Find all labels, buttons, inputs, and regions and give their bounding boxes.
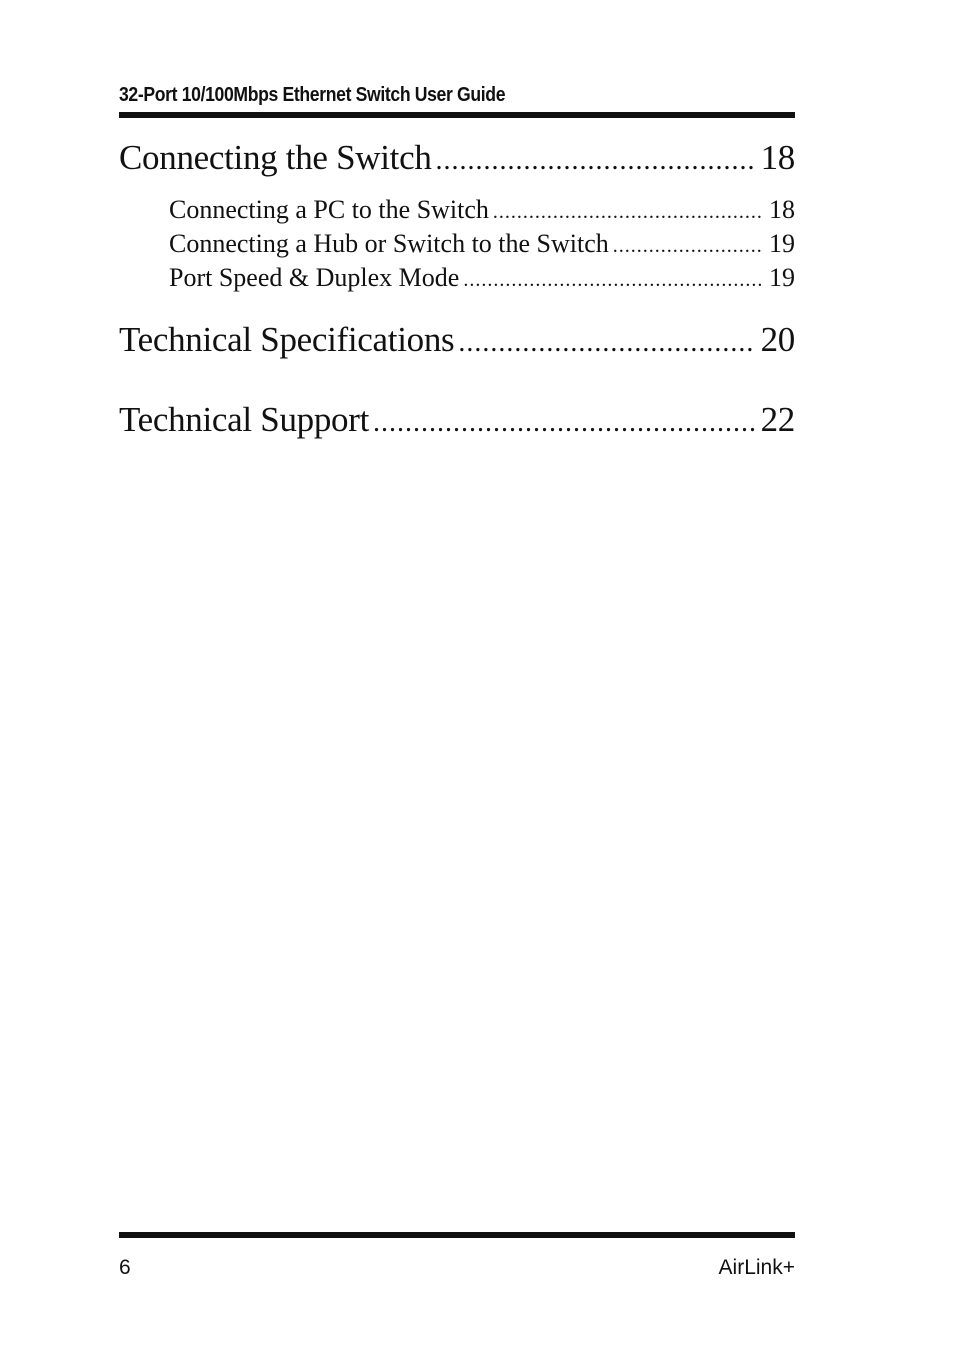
toc-leader-dots	[463, 269, 763, 292]
toc-entry-label: Connecting a Hub or Switch to the Switch	[169, 229, 609, 258]
toc-entry-label: Connecting the Switch	[119, 138, 432, 177]
toc-entry-connecting-a-pc[interactable]	[169, 195, 795, 225]
toc-entry-page: 18	[769, 195, 795, 224]
toc-entry-technical-support[interactable]	[119, 400, 795, 440]
toc-entry-port-speed-duplex[interactable]	[169, 263, 795, 293]
toc-entry-page: 20	[760, 320, 795, 359]
toc-entry-page: 19	[769, 263, 795, 292]
footer-rule	[119, 1232, 795, 1238]
toc-entry-label: Connecting a PC to the Switch	[169, 195, 489, 224]
footer-page-number: 6	[119, 1256, 131, 1279]
toc-entry-label: Technical Specifications	[119, 320, 455, 359]
toc-entry-label: Port Speed & Duplex Mode	[169, 263, 460, 292]
toc-leader-dots	[436, 145, 755, 177]
header-rule	[119, 112, 795, 118]
toc-leader-dots	[613, 235, 763, 258]
toc-entry-label: Technical Support	[119, 400, 370, 439]
footer-brand: AirLink+	[718, 1256, 795, 1279]
toc-entry-connecting-a-hub[interactable]	[169, 229, 795, 259]
toc-leader-dots	[458, 327, 754, 359]
toc-entry-connecting-the-switch[interactable]	[119, 138, 795, 178]
toc-leader-dots	[373, 407, 755, 439]
toc-entry-page: 18	[760, 138, 795, 177]
toc-entry-page: 22	[760, 400, 795, 439]
running-header: 32-Port 10/100Mbps Ethernet Switch User Guide	[119, 84, 506, 106]
toc-entry-page: 19	[769, 229, 795, 258]
toc-entry-technical-specifications[interactable]	[119, 320, 795, 360]
toc-leader-dots	[493, 201, 763, 224]
